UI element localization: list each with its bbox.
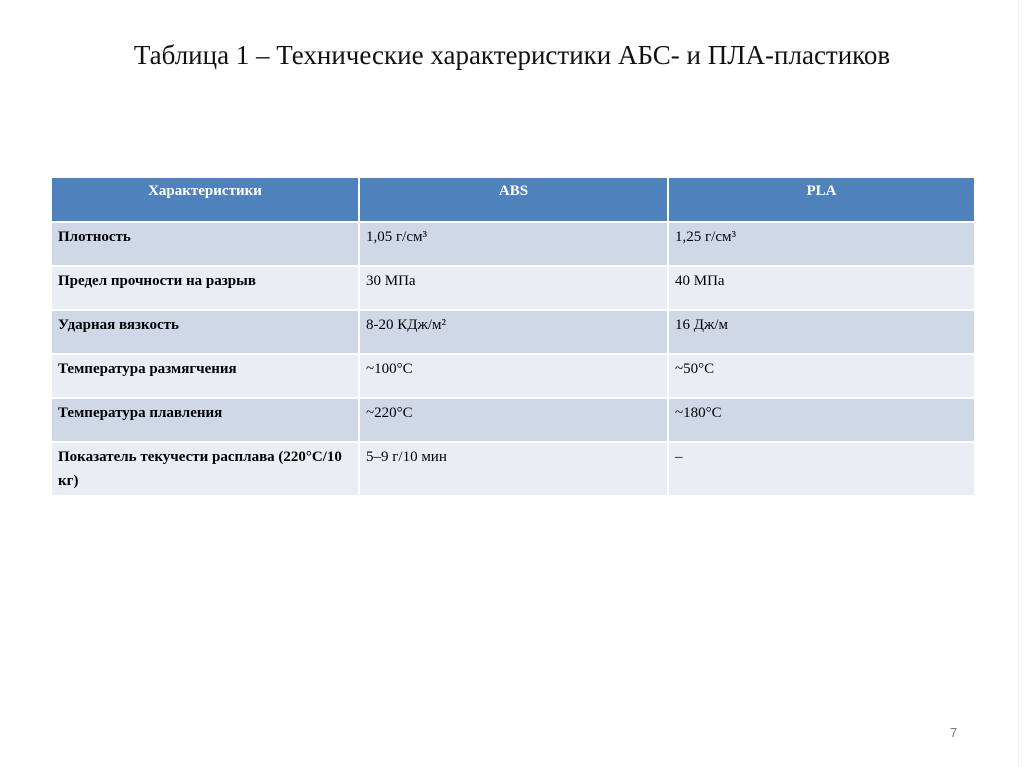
pla-value: ~180°С [668, 398, 975, 442]
slide-title: Таблица 1 – Технические характеристики АБС- и ПЛА-пластиков [133, 40, 891, 70]
abs-value: 1,05 г/см³ [359, 222, 668, 266]
row-label: Предел прочности на разрыв [51, 266, 359, 310]
properties-table [50, 178, 976, 497]
pla-value: – [668, 442, 975, 496]
abs-value: 5–9 г/10 мин [359, 442, 668, 496]
header-pla: PLA [668, 178, 975, 222]
row-label: Ударная вязкость [51, 310, 359, 354]
abs-value: ~220°С [359, 398, 668, 442]
table-row [51, 442, 975, 496]
table-row [51, 222, 975, 266]
table-row [51, 398, 975, 442]
header-characteristics: Характеристики [51, 178, 359, 222]
row-label: Температура плавления [51, 398, 359, 442]
header-abs: ABS [359, 178, 668, 222]
pla-value: 40 МПа [668, 266, 975, 310]
abs-value: ~100°С [359, 354, 668, 398]
row-label: Плотность [51, 222, 359, 266]
row-label: Показатель текучести расплава (220°С/10 кг) [51, 442, 359, 496]
table-row [51, 310, 975, 354]
pla-value: 1,25 г/см³ [668, 222, 975, 266]
slide-edge [1018, 0, 1019, 767]
table-row [51, 266, 975, 310]
abs-value: 30 МПа [359, 266, 668, 310]
pla-value: ~50°С [668, 354, 975, 398]
table-row [51, 354, 975, 398]
page-number: 7 [950, 725, 958, 740]
row-label: Температура размягчения [51, 354, 359, 398]
table-header-row [51, 178, 975, 222]
pla-value: 16 Дж/м [668, 310, 975, 354]
abs-value: 8-20 КДж/м² [359, 310, 668, 354]
